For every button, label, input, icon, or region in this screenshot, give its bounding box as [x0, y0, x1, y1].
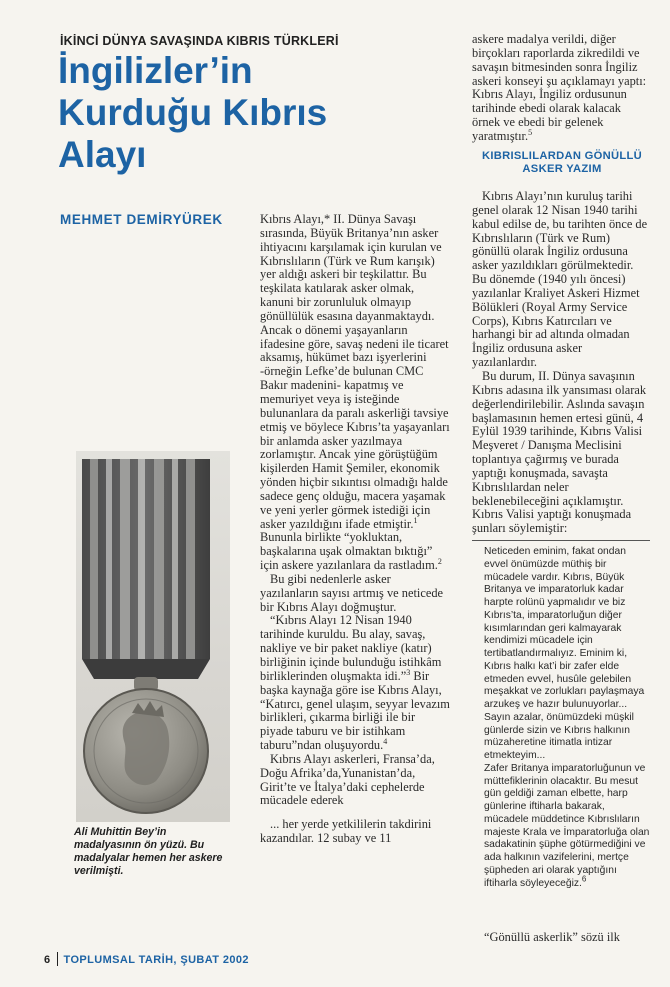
- paragraph: Kıbrıs Alayı’nın kuruluş tarihi genel olarak 12 Nisan 1940 tarihi kabul edilse de, bu tarihten önce de Kıbrıslıların (Türk ve Rum) gönüllü olarak İngiliz ordusuna asker yazıldıkları görülmektedir. Bu dönemde (1940 yılı öncesi) yazılanlar Kraliyet Askeri Hizmet Bölükleri (Royal Army Service Corps), Kıbrıs Katırcıları ve harhangi bir ad altında olmadan İngiliz ordusuna asker yazılanlardır.: [472, 189, 648, 370]
- paragraph: askere madalya verildi, diğer birçokları raporlarda zikredildi ve savaşın bitmesinden sonra İngiliz askeri konseyi şu açıklamayı yaptı: Kıbrıs Alayı, İngiliz ordusunun tarihinde ebedi olarak kalacak örnek ve ebedi bir gelenek yaratmıştır.$^5$: [472, 32, 647, 143]
- footnote-ref: 5: [528, 127, 533, 137]
- block-quote: [472, 540, 650, 890]
- paragraph: “Gönüllü askerlik” sözü ilk: [484, 930, 620, 944]
- medal-disc: [84, 689, 208, 813]
- section-kicker: İKİNCİ DÜNYA SAVAŞINDA KIBRIS TÜRKLERİ: [60, 34, 339, 48]
- footnote-ref: 2: [437, 556, 442, 566]
- quote-paragraph: Neticeden eminim, fakat ondan evvel önümüzde müthiş bir mücadele vardır. Kıbrıs, Büyük Britanya ve imparatorluk kadar harpte rolünü yapmalıdır ve biz Kıbrıs’ta, imparatorluğun diğer kısımlarından geri kalmayarak kendimizi mücadele için tertibatlandırmalıyız. Eminim ki, Kıbrıs halkı kat’i bir zafer elde etmeden evvel, husûle gelebilen meşakkat ve zorlukları paylaşmaya arzukeş ve hazır bulunuyorlar...: [484, 546, 645, 710]
- quote-paragraph: Zafer Britanya imparatorluğunun ve müttefiklerinin olacaktır. Bu mesut gün geldiği zaman elbette, harp günlerine iftiharla bakarak, mücadele müddetince Kıbrıslıların majeste Krala ve İmparatorluğa olan sadakatinin şüphe götürmediğini ve ada halkının vazifelerini, mertçe şüpheden ari olarak yaptığını iftiharla söyleyeceğiz.$^6$: [484, 762, 650, 889]
- magazine-name: TOPLUMSAL TARİH, ŞUBAT 2002: [63, 954, 249, 966]
- ribbon: [82, 459, 210, 679]
- continuation-text: ... her yerde yetkililerin takdirini kazandılar. 12 subay ve 11: [260, 817, 432, 846]
- footnote-ref: 3: [406, 667, 411, 677]
- article-title: İngilizler’in Kurduğu Kıbrıs Alayı: [58, 50, 328, 175]
- quote-paragraph: Sayın azalar, önümüzdeki müşkil günlerde sizin ve Kıbrıs halkının müzaheretine itimatla intizar etmekteyim...: [484, 711, 634, 761]
- body-column-right-continued: [472, 190, 649, 536]
- paragraph: Bu durum, II. Dünya savaşının Kıbrıs adasına ilk yansıması olarak değerlendirilebilir. Aslında savaşın başlamasının hemen ertesi günü, 4 Eylül 1939 tarihinde, Kıbrıs Valisi Meşveret / Danışma Meclisini toplantıya çağırmış ve burada yaptığı konuşmada, savaşta Kıbrıslılardan neler beklenebileceğini açıklamıştır. Kıbrıs Valisi yaptığı konuşmada şunları söylemiştir:: [472, 368, 647, 536]
- photo-caption: Ali Muhittin Bey’in madalyasının ön yüzü. Bu madalyalar hemen her askere verilmişti.: [74, 826, 223, 877]
- footnote-ref: 4: [383, 736, 388, 746]
- author-name: MEHMET DEMİRYÜREK: [60, 212, 223, 227]
- paragraph: Bu gibi nedenlerle asker yazılanların sayısı artmış ve neticede bir Kıbrıs Alayı doğmuştur.: [260, 571, 444, 614]
- footer-divider: [57, 952, 58, 966]
- section-subheading: KIBRISLILARDAN GÖNÜLLÜ ASKER YAZIM: [481, 150, 643, 175]
- medal-image: [76, 451, 230, 822]
- page-footer: [44, 952, 249, 966]
- paragraph: Kıbrıs Alayı,* II. Dünya Savaşı sırasında, Büyük Britanya’nın asker ihtiyacını karşılamak için kurulan ve Kıbrıslıların (Türk ve Rum karışık) yer aldığı askeri bir teşkilattır. Bu teşkilata katılarak asker olmak, kanuni bir zorunluluk olmayıp gönüllülük esasına dayanmaktaydı. Ancak o dönemi yaşayanların ifadesine göre, savaş nedeni ile ticaret aksamış, hükümet bazı işyerlerini -örneğin Lefke’de bulunan CMC Bakır madenini- kapatmış ve memuriyet veya iş isteğinde bulunanlara da paralı askerliği tavsiye etmiş ve böylece Kıbrıs’ta yaşayanları bir anlamda asker yazılmaya zorlamıştır. Ancak yine görüştüğüm kişilerden Hamit Şemiler, ekonomik yönden hiçbir sıkıntısı olmadığı halde sadece genç olduğu, macera yaşamak ve yeni yerler görmek istediği için asker yazıldığını ifade etmiştir.$^1$ Bununla birlikte “yokluktan, başkalarına uşak olmaktan bıktığı” için askere yazılanlara da rastladım.$^2$: [260, 212, 450, 573]
- page-number: 6: [44, 954, 51, 966]
- paragraph: “Kıbrıs Alayı 12 Nisan 1940 tarihinde kuruldu. Bu alay, savaş, nakliye ve bir paket nakliye (katır) birliğinin içinde bulunduğu istihkâm birliklerinden oluşmakta idi.”$^3$ Bir başka kaynağa göre ise Kıbrıs Alayı, “Katırcı, genel ulaşım, seyyar levazım birlikleri, çıkarma birliği ile bir piyade taburu ve bir istihkam taburu”ndan oluşuyordu.$^4$: [260, 613, 450, 753]
- paragraph: Kıbrıs Alayı askerleri, Fransa’da, Doğu Afrika’da,Yunanistan’da, Girit’te ve İtalya’daki cephelerde mücadele ederek: [260, 751, 435, 808]
- footnote-ref: 6: [581, 874, 587, 884]
- body-column-middle: [260, 213, 450, 846]
- body-column-right: [472, 33, 649, 144]
- footnote-ref: 1: [413, 515, 418, 525]
- medal-photo: [76, 451, 230, 822]
